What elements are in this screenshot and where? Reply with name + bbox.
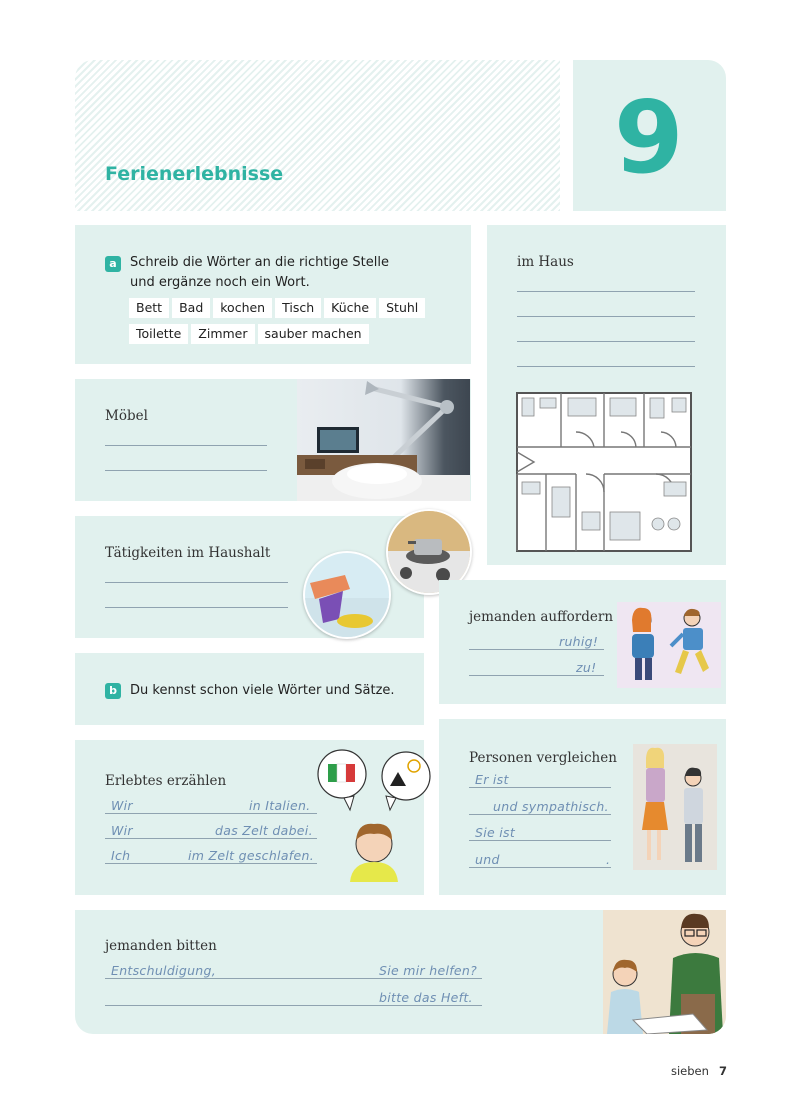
cleaning-photo xyxy=(303,551,391,639)
header-banner xyxy=(75,60,560,211)
auffordern-line1: ruhig! xyxy=(559,634,599,649)
word-bank-row-1 xyxy=(129,297,449,324)
write-line[interactable] xyxy=(105,863,317,864)
word-chip: Küche xyxy=(324,298,376,318)
erzaehlen-line1-start: Wir xyxy=(111,798,133,813)
bitten-line1-start: Entschuldigung, xyxy=(111,963,217,978)
student-teacher-illustration xyxy=(603,910,726,1034)
im-haus-label: im Haus xyxy=(517,254,574,270)
auffordern-line2: zu! xyxy=(576,660,597,675)
vergleichen-label: Personen vergleichen xyxy=(469,750,617,766)
write-line[interactable] xyxy=(517,291,695,292)
erzaehlen-line2-end: das Zelt dabei. xyxy=(215,823,313,838)
chapter-number: 9 xyxy=(614,79,684,196)
write-line[interactable] xyxy=(105,470,267,471)
word-chip: Toilette xyxy=(129,324,188,344)
word-chip: sauber machen xyxy=(258,324,369,344)
vergleichen-line3: Sie ist xyxy=(475,825,516,840)
word-chip: Stuhl xyxy=(379,298,425,318)
erzaehlen-line3-start: Ich xyxy=(111,848,131,863)
bitten-line2: bitte das Heft. xyxy=(379,990,473,1005)
write-line[interactable] xyxy=(469,840,611,841)
page-number: 7 xyxy=(719,1064,728,1078)
write-line[interactable] xyxy=(105,582,288,583)
page-title: Ferienerlebnisse xyxy=(105,163,284,185)
boy-thinking-illustration xyxy=(310,748,438,882)
word-bank xyxy=(129,297,449,350)
task-a-instruction xyxy=(130,253,389,293)
word-chip: kochen xyxy=(213,298,272,318)
erzaehlen-line3-end: im Zelt geschlafen. xyxy=(188,848,314,863)
vergleichen-line1: Er ist xyxy=(475,772,509,787)
living-room-photo xyxy=(297,379,470,501)
write-line[interactable] xyxy=(469,814,611,815)
bitten-line1-end: Sie mir helfen? xyxy=(379,963,478,978)
write-line[interactable] xyxy=(469,787,611,788)
write-line[interactable] xyxy=(105,978,482,979)
word-bank-row-2 xyxy=(129,323,449,350)
word-chip: Zimmer xyxy=(191,324,254,344)
moebel-label: Möbel xyxy=(105,408,148,424)
write-line[interactable] xyxy=(469,675,604,676)
task-a-instruction-line2: und ergänze noch ein Wort. xyxy=(130,275,310,290)
two-adults-illustration xyxy=(633,744,717,870)
page-footer-word: sieben xyxy=(671,1064,709,1078)
word-chip: Bad xyxy=(172,298,210,318)
write-line[interactable] xyxy=(105,1005,482,1006)
vergleichen-line4-end: . xyxy=(606,852,611,867)
write-line[interactable] xyxy=(105,838,317,839)
write-line[interactable] xyxy=(469,649,604,650)
erzaehlen-label: Erlebtes erzählen xyxy=(105,773,227,789)
floor-plan-image xyxy=(516,392,692,552)
two-kids-illustration xyxy=(617,602,721,688)
task-b-instruction: Du kennst schon viele Wörter und Sätze. xyxy=(130,683,395,698)
haushalt-label: Tätigkeiten im Haushalt xyxy=(105,545,271,561)
word-chip: Tisch xyxy=(275,298,321,318)
write-line[interactable] xyxy=(105,445,267,446)
task-b-badge: b xyxy=(105,683,121,699)
word-chip: Bett xyxy=(129,298,169,318)
write-line[interactable] xyxy=(469,867,611,868)
write-line[interactable] xyxy=(517,341,695,342)
erzaehlen-line1-end: in Italien. xyxy=(249,798,311,813)
vergleichen-line4-start: und xyxy=(475,852,500,867)
write-line[interactable] xyxy=(105,607,288,608)
erzaehlen-line2-start: Wir xyxy=(111,823,133,838)
write-line[interactable] xyxy=(517,316,695,317)
write-line[interactable] xyxy=(517,366,695,367)
write-line[interactable] xyxy=(105,813,317,814)
vergleichen-line2: und sympathisch. xyxy=(493,799,609,814)
task-a-instruction-line1: Schreib die Wörter an die richtige Stelle xyxy=(130,255,389,270)
bitten-label: jemanden bitten xyxy=(105,938,217,954)
auffordern-label: jemanden auffordern xyxy=(469,609,614,625)
task-a-badge: a xyxy=(105,256,121,272)
